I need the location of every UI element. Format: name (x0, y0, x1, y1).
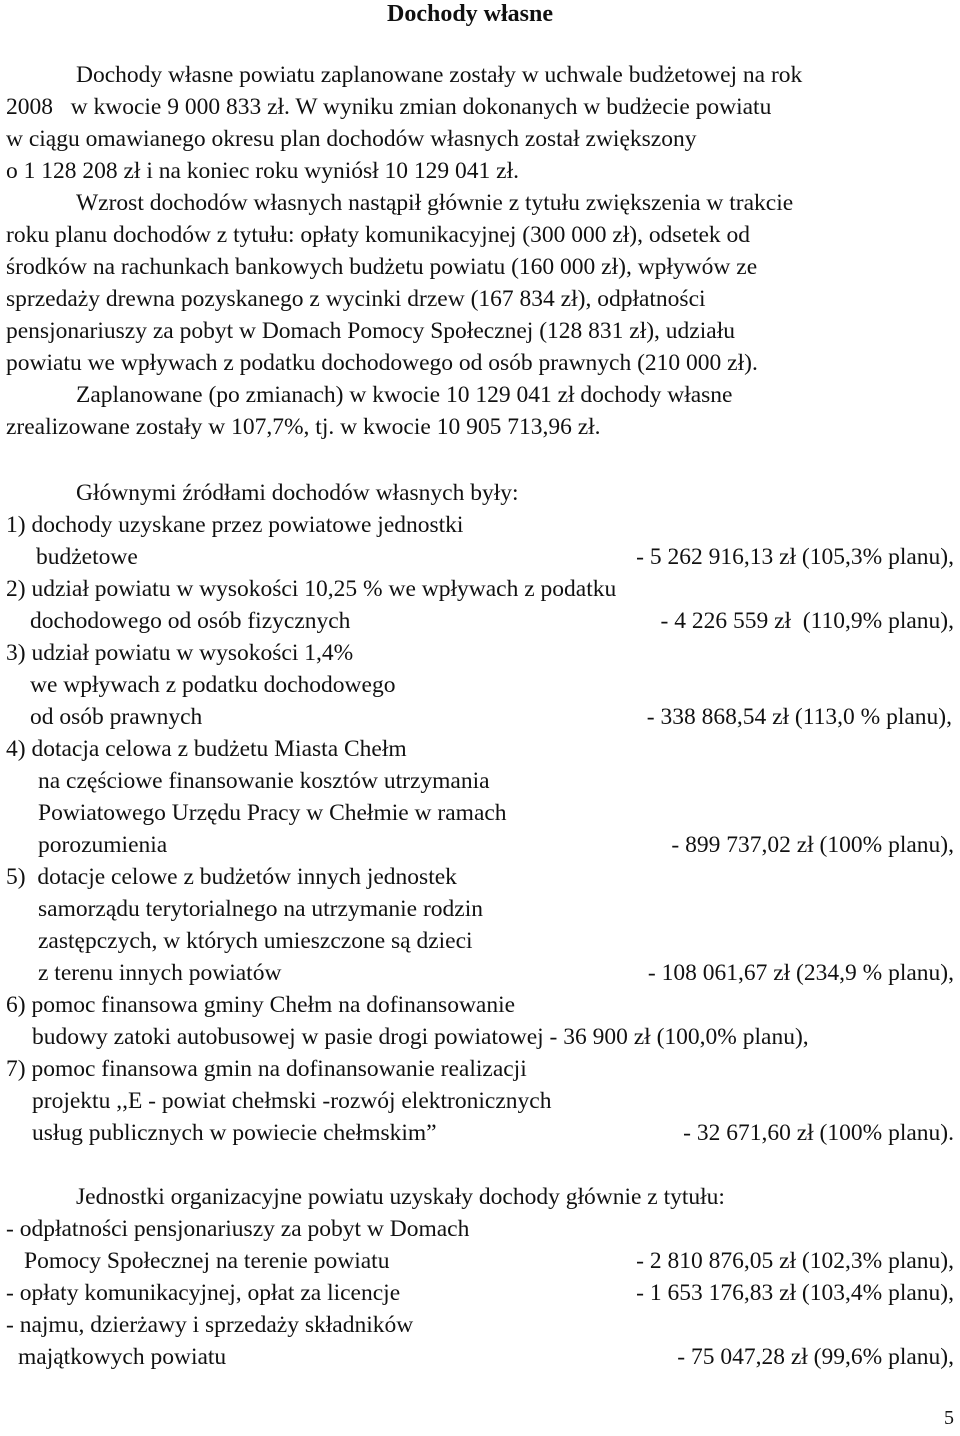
list-item: od osób prawnych (30, 704, 203, 730)
list-item: projektu ,,E - powiat chełmski -rozwój elektronicznych (32, 1088, 552, 1114)
page-title: Dochody własne (387, 1, 554, 27)
list-item: dochodowego od osób fizycznych (30, 608, 351, 634)
section-heading: Jednostki organizacyjne powiatu uzyskały dochody głównie z tytułu: (76, 1184, 725, 1210)
amount-value: - 4 226 559 zł (110,9% planu), (660, 608, 954, 634)
list-item: usług publicznych w powiecie chełmskim” (32, 1120, 437, 1146)
list-item: - najmu, dzierżawy i sprzedaży składników (6, 1312, 414, 1338)
list-item: samorządu terytorialnego na utrzymanie rodzin (38, 896, 484, 922)
amount-value: - 32 671,60 zł (100% planu). (683, 1120, 954, 1146)
list-item: Powiatowego Urzędu Pracy w Chełmie w ramach (38, 800, 507, 826)
list-item: porozumienia (38, 832, 168, 858)
list-item: Pomocy Społecznej na terenie powiatu (24, 1248, 390, 1274)
list-item: majątkowych powiatu (18, 1344, 227, 1370)
section-heading: Głównymi źródłami dochodów własnych były: (76, 480, 519, 506)
list-item: 4) dotacja celowa z budżetu Miasta Chełm (6, 736, 407, 762)
amount-value: - 899 737,02 zł (100% planu), (671, 832, 954, 858)
text-line: 2008 w kwocie 9 000 833 zł. W wyniku zmian dokonanych w budżecie powiatu (6, 94, 772, 120)
text-line: pensjonariuszy za pobyt w Domach Pomocy Społecznej (128 831 zł), udziału (6, 318, 735, 344)
list-item: 3) udział powiatu w wysokości 1,4% (6, 640, 354, 666)
text-line: roku planu dochodów z tytułu: opłaty komunikacyjnej (300 000 zł), odsetek od (6, 222, 751, 248)
list-item: 2) udział powiatu w wysokości 10,25 % we wpływach z podatku (6, 576, 617, 602)
list-item: zastępczych, w których umieszczone są dzieci (38, 928, 473, 954)
list-item: 1) dochody uzyskane przez powiatowe jednostki (6, 512, 464, 538)
list-item: we wpływach z podatku dochodowego (30, 672, 396, 698)
list-item: - opłaty komunikacyjnej, opłat za licencje (6, 1280, 401, 1306)
list-item: budżetowe (36, 544, 138, 570)
text-line: zrealizowane zostały w 107,7%, tj. w kwocie 10 905 713,96 zł. (6, 414, 601, 440)
text-line: w ciągu omawianego okresu plan dochodów własnych został zwiększony (6, 126, 697, 152)
list-item: 6) pomoc finansowa gminy Chełm na dofinansowanie (6, 992, 516, 1018)
amount-value: - 108 061,67 zł (234,9 % planu), (647, 960, 954, 986)
list-item: z terenu innych powiatów (38, 960, 282, 986)
list-item: budowy zatoki autobusowej w pasie drogi powiatowej - 36 900 zł (100,0% planu), (32, 1024, 809, 1050)
text-line: środków na rachunkach bankowych budżetu powiatu (160 000 zł), wpływów ze (6, 254, 758, 280)
amount-value: - 2 810 876,05 zł (102,3% planu), (636, 1248, 954, 1274)
page-number: 5 (944, 1407, 954, 1429)
amount-value: - 75 047,28 zł (99,6% planu), (677, 1344, 954, 1370)
list-item: 5) dotacje celowe z budżetów innych jednostek (6, 864, 457, 890)
text-line: Zaplanowane (po zmianach) w kwocie 10 129 041 zł dochody własne (76, 382, 733, 408)
text-line: Dochody własne powiatu zaplanowane zostały w uchwale budżetowej na rok (76, 62, 803, 88)
text-line: sprzedaży drewna pozyskanego z wycinki drzew (167 834 zł), odpłatności (6, 286, 706, 312)
text-line: o 1 128 208 zł i na koniec roku wyniósł 10 129 041 zł. (6, 158, 520, 184)
list-item: na częściowe finansowanie kosztów utrzymania (38, 768, 490, 794)
amount-value: - 1 653 176,83 zł (103,4% planu), (636, 1280, 954, 1306)
list-item: - odpłatności pensjonariuszy za pobyt w Domach (6, 1216, 470, 1242)
text-line: Wzrost dochodów własnych nastąpił głównie z tytułu zwiększenia w trakcie (76, 190, 794, 216)
amount-value: - 338 868,54 zł (113,0 % planu), (646, 704, 952, 730)
text-line: powiatu we wpływach z podatku dochodowego od osób prawnych (210 000 zł). (6, 350, 758, 376)
list-item: 7) pomoc finansowa gmin na dofinansowanie realizacji (6, 1056, 527, 1082)
amount-value: - 5 262 916,13 zł (105,3% planu), (636, 544, 954, 570)
